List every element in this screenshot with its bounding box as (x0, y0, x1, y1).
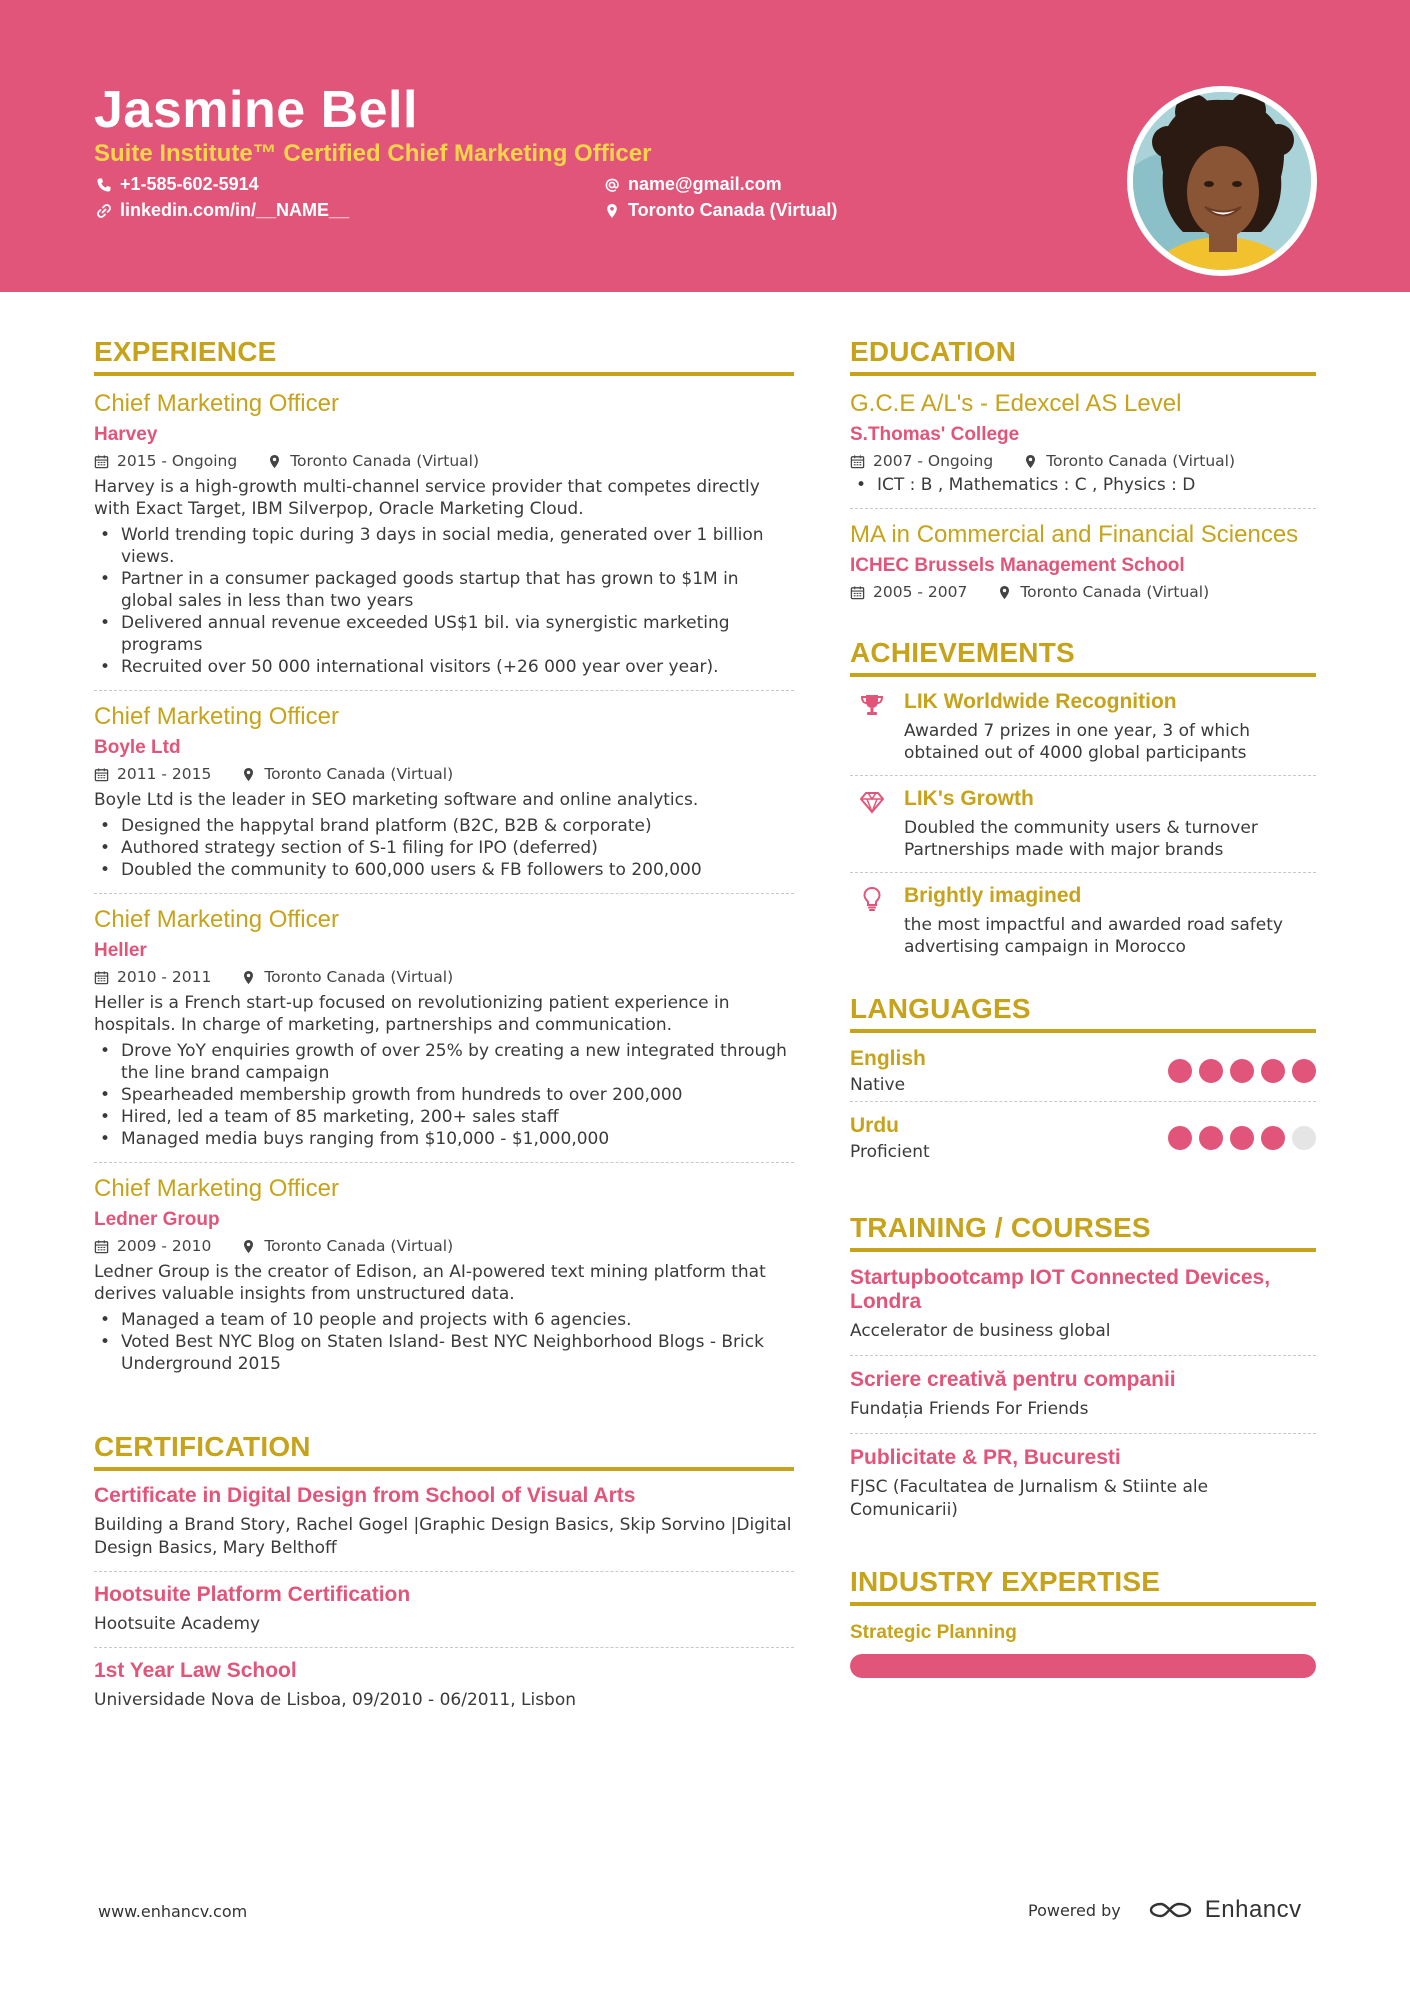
degree-title: MA in Commercial and Financial Sciences (850, 521, 1299, 548)
date-text: 2007 - Ongoing (873, 452, 994, 470)
achievement-title: LIK Worldwide Recognition (904, 690, 1177, 713)
experience-entry (94, 691, 794, 894)
rating-dot (1261, 1126, 1285, 1150)
linkedin-contact[interactable] (96, 200, 349, 221)
achievement-entry (850, 679, 1316, 776)
company-name: Heller (94, 940, 147, 961)
achievement-entry (850, 776, 1316, 873)
location-item (241, 1237, 453, 1255)
training-list (850, 1254, 1316, 1534)
date-item (94, 765, 211, 783)
map-pin-icon (241, 1239, 256, 1254)
expertise-heading: INDUSTRY EXPERTISE (850, 1566, 1316, 1606)
language-name: Urdu (850, 1114, 899, 1137)
location-text: Toronto Canada (Virtual) (264, 765, 454, 783)
rating-dot (1230, 1126, 1254, 1150)
map-pin-icon (241, 767, 256, 782)
education-heading: EDUCATION (850, 336, 1316, 376)
rating-dot (1168, 1126, 1192, 1150)
bullet-item: • Managed a team of 10 people and projects with 6 agencies. (94, 1309, 794, 1331)
expertise-list (850, 1622, 1316, 1678)
training-entry (850, 1254, 1316, 1356)
header-banner (0, 0, 1410, 292)
achievements-heading: ACHIEVEMENTS (850, 637, 1316, 677)
certification-entry (94, 1572, 794, 1648)
candidate-title: Suite Institute™ Certified Chief Marketing Officer (94, 140, 652, 167)
bullet-item: • Hired, led a team of 85 marketing, 200+ sales staff (94, 1106, 794, 1128)
bullet-item: • Delivered annual revenue exceeded US$1 bil. via synergistic marketing programs (94, 612, 794, 656)
phone-text: +1-585-602-5914 (120, 174, 259, 194)
rating-dot (1292, 1059, 1316, 1083)
calendar-icon (94, 970, 109, 985)
language-info (850, 1047, 926, 1095)
calendar-icon (850, 585, 865, 600)
achievement-entry (850, 873, 1316, 969)
expertise-level-bar (850, 1654, 1316, 1678)
location-contact (604, 200, 837, 221)
certification-title: Certificate in Digital Design from School of Visual Arts (94, 1484, 636, 1507)
location-item (241, 968, 453, 986)
bullet-item: • Designed the happytal brand platform (B2C, B2B & corporate) (94, 815, 794, 837)
bullet-list (94, 524, 794, 678)
trophy-icon (856, 690, 888, 764)
school-name: S.Thomas' College (850, 424, 1020, 445)
map-pin-icon (604, 203, 620, 219)
email-contact[interactable] (604, 174, 782, 195)
date-location-row (94, 765, 794, 783)
date-text: 2010 - 2011 (117, 968, 212, 986)
date-location-row (850, 583, 1316, 601)
footer-website[interactable]: www.enhancv.com (98, 1902, 248, 1921)
achievement-title: LIK's Growth (904, 787, 1034, 810)
company-name: Boyle Ltd (94, 737, 181, 758)
expertise-level-fill (850, 1654, 1316, 1678)
rating-dot (1199, 1059, 1223, 1083)
job-description: Heller is a French start-up focused on revolutionizing patient experience in hospitals. In charge of marketing, partnerships and communication. (94, 993, 730, 1035)
job-description: Harvey is a high-growth multi-channel service provider that competes directly with Exact Target, IBM Silverpop, Oracle Marketing Cloud. (94, 477, 760, 519)
experience-entry (94, 1163, 794, 1387)
job-title: Chief Marketing Officer (94, 906, 339, 933)
training-description: Accelerator de business global (850, 1321, 1111, 1341)
date-location-row (94, 968, 794, 986)
date-item (94, 1237, 211, 1255)
bullet-item: • Voted Best NYC Blog on Staten Island- Best NYC Neighborhood Blogs - Brick Underground 2015 (94, 1331, 794, 1375)
bullet-item: • Spearheaded membership growth from hundreds to over 200,000 (94, 1084, 794, 1106)
location-item (267, 452, 479, 470)
job-title: Chief Marketing Officer (94, 390, 339, 417)
bullet-list (94, 1040, 794, 1150)
left-column (94, 336, 794, 1723)
company-name: Harvey (94, 424, 158, 445)
company-name: Ledner Group (94, 1209, 220, 1230)
education-entry (850, 378, 1316, 509)
date-item (94, 452, 237, 470)
bullet-list (94, 1309, 794, 1375)
expertise-name: Strategic Planning (850, 1622, 1017, 1643)
phone-contact[interactable] (96, 174, 259, 195)
map-pin-icon (1023, 454, 1038, 469)
training-description: Fundația Friends For Friends (850, 1399, 1089, 1419)
language-level: Native (850, 1075, 906, 1095)
certification-description: Hootsuite Academy (94, 1614, 261, 1634)
achievement-description: Doubled the community users & turnover Partnerships made with major brands (904, 818, 1258, 860)
date-text: 2005 - 2007 (873, 583, 968, 601)
language-rating (1168, 1059, 1316, 1083)
phone-icon (96, 177, 112, 193)
certification-title: 1st Year Law School (94, 1659, 297, 1682)
date-location-row (94, 452, 794, 470)
achievement-description: Awarded 7 prizes in one year, 3 of which obtained out of 4000 global participants (904, 721, 1250, 763)
lightbulb-icon (856, 884, 888, 958)
location-item (997, 583, 1209, 601)
bullet-item: • Authored strategy section of S-1 filing for IPO (deferred) (94, 837, 794, 859)
bullet-list (850, 474, 1316, 496)
footer-brand (1028, 1896, 1302, 1924)
date-location-row (94, 1237, 794, 1255)
rating-dot (1199, 1126, 1223, 1150)
experience-entry (94, 378, 794, 691)
job-title: Chief Marketing Officer (94, 703, 339, 730)
link-icon (96, 203, 112, 219)
experience-entry (94, 894, 794, 1163)
enhancv-logo[interactable] (1147, 1896, 1302, 1924)
language-rating (1168, 1126, 1316, 1150)
language-level: Proficient (850, 1142, 930, 1162)
language-entry (850, 1102, 1316, 1168)
map-pin-icon (267, 454, 282, 469)
location-text: Toronto Canada (Virtual) (1020, 583, 1210, 601)
experience-heading: EXPERIENCE (94, 336, 794, 376)
job-title: Chief Marketing Officer (94, 1175, 339, 1202)
portrait-image (1133, 92, 1311, 270)
training-entry (850, 1434, 1316, 1534)
location-text: Toronto Canada (Virtual) (1046, 452, 1236, 470)
experience-list (94, 378, 794, 1387)
calendar-icon (94, 1239, 109, 1254)
date-item (850, 452, 993, 470)
bullet-item: • World trending topic during 3 days in social media, generated over 1 billion views. (94, 524, 794, 568)
certification-list (94, 1473, 794, 1723)
achievements-list (850, 679, 1316, 969)
language-info (850, 1114, 930, 1162)
calendar-icon (94, 767, 109, 782)
languages-list (850, 1035, 1316, 1168)
training-title: Startupbootcamp IOT Connected Devices, Londra (850, 1266, 1271, 1313)
language-entry (850, 1035, 1316, 1102)
map-pin-icon (241, 970, 256, 985)
date-text: 2011 - 2015 (117, 765, 212, 783)
location-text: Toronto Canada (Virtual) (264, 1237, 454, 1255)
training-title: Publicitate & PR, Bucuresti (850, 1446, 1121, 1469)
calendar-icon (94, 454, 109, 469)
degree-title: G.C.E A/L's - Edexcel AS Level (850, 390, 1182, 417)
achievement-body (904, 787, 1316, 861)
training-description: FJSC (Facultatea de Jurnalism & Stiinte ale Comunicarii) (850, 1477, 1209, 1520)
achievement-body (904, 884, 1316, 958)
rating-dot (1230, 1059, 1254, 1083)
training-heading: TRAINING / COURSES (850, 1212, 1316, 1252)
map-pin-icon (997, 585, 1012, 600)
achievement-title: Brightly imagined (904, 884, 1082, 907)
candidate-name: Jasmine Bell (94, 81, 418, 139)
rating-dot (1168, 1059, 1192, 1083)
training-title: Scriere creativă pentru companii (850, 1368, 1176, 1391)
location-item (241, 765, 453, 783)
date-location-row (850, 452, 1316, 470)
certification-heading: CERTIFICATION (94, 1431, 794, 1471)
bullet-item: • ICT : B , Mathematics : C , Physics : D (850, 474, 1316, 496)
date-item (850, 583, 967, 601)
bullet-list (94, 815, 794, 881)
job-description: Ledner Group is the creator of Edison, an AI-powered text mining platform that derives valuable insights from unstructured data. (94, 1262, 766, 1304)
certification-entry (94, 1648, 794, 1723)
rating-dot (1292, 1126, 1316, 1150)
certification-description: Building a Brand Story, Rachel Gogel |Graphic Design Basics, Skip Sorvino |Digital Design Basics, Mary Belthoff (94, 1515, 792, 1558)
job-description: Boyle Ltd is the leader in SEO marketing software and online analytics. (94, 790, 699, 810)
certification-entry (94, 1473, 794, 1572)
linkedin-text: linkedin.com/in/__NAME__ (120, 200, 350, 220)
calendar-icon (850, 454, 865, 469)
diamond-icon (856, 787, 888, 861)
at-icon (604, 177, 620, 193)
achievement-body (904, 690, 1316, 764)
education-list (850, 378, 1316, 613)
bullet-item: • Recruited over 50 000 international visitors (+26 000 year over year). (94, 656, 794, 678)
certification-description: Universidade Nova de Lisboa, 09/2010 - 06/2011, Lisbon (94, 1690, 577, 1710)
date-text: 2015 - Ongoing (117, 452, 238, 470)
right-column (850, 336, 1316, 1678)
bullet-item: • Managed media buys ranging from $10,000 - $1,000,000 (94, 1128, 794, 1150)
date-item (94, 968, 211, 986)
email-text: name@gmail.com (628, 174, 782, 194)
date-text: 2009 - 2010 (117, 1237, 212, 1255)
avatar (1127, 86, 1317, 276)
bullet-item: • Partner in a consumer packaged goods startup that has grown to $1M in global sales in less than two years (94, 568, 794, 612)
enhancv-logo-text: Enhancv (1204, 1896, 1302, 1923)
languages-heading: LANGUAGES (850, 993, 1316, 1033)
rating-dot (1261, 1059, 1285, 1083)
location-item (1023, 452, 1235, 470)
location-text: Toronto Canada (Virtual) (264, 968, 454, 986)
enhancv-logo-icon (1147, 1898, 1195, 1922)
achievement-description: the most impactful and awarded road safety advertising campaign in Morocco (904, 915, 1283, 957)
location-text: Toronto Canada (Virtual) (628, 200, 838, 220)
location-text: Toronto Canada (Virtual) (290, 452, 480, 470)
language-name: English (850, 1047, 926, 1070)
bullet-item: • Drove YoY enquiries growth of over 25% by creating a new integrated through the line brand campaign (94, 1040, 794, 1084)
education-entry (850, 509, 1316, 613)
bullet-item: • Doubled the community to 600,000 users & FB followers to 200,000 (94, 859, 794, 881)
powered-by-text: Powered by (1028, 1900, 1121, 1920)
school-name: ICHEC Brussels Management School (850, 555, 1185, 576)
training-entry (850, 1356, 1316, 1434)
certification-title: Hootsuite Platform Certification (94, 1583, 411, 1606)
